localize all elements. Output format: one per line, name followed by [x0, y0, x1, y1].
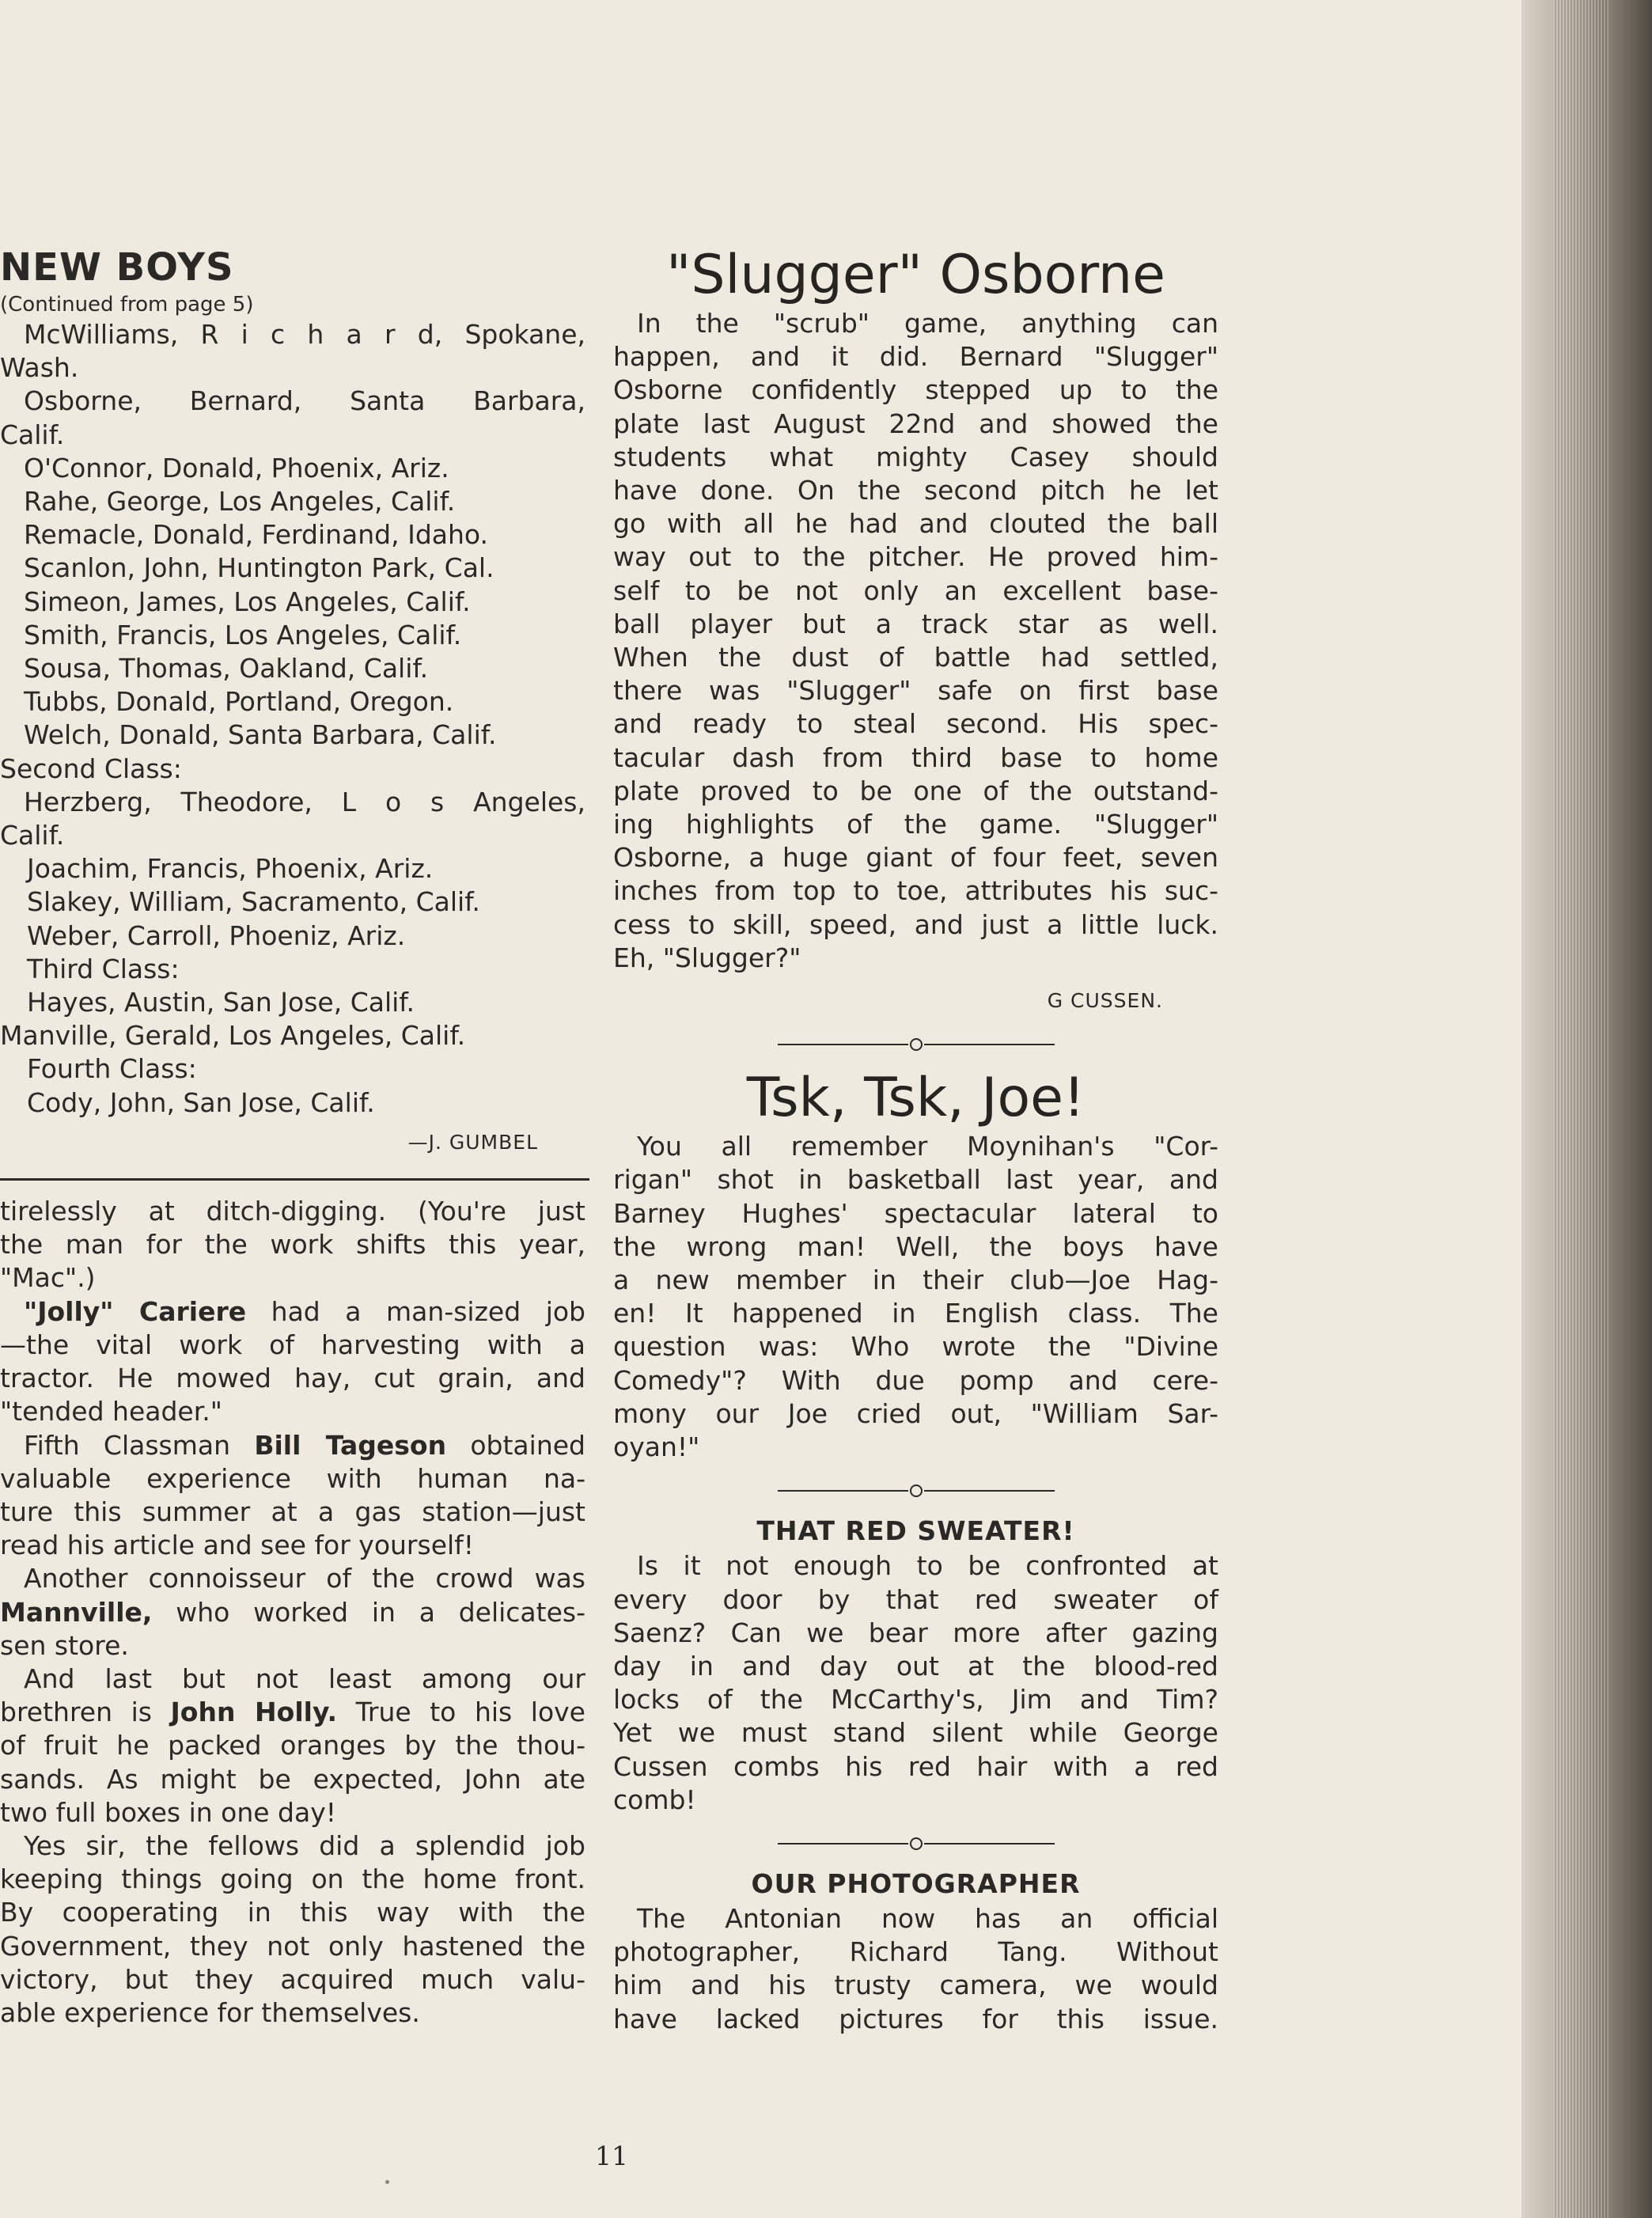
right-column [613, 244, 1218, 2036]
text-line: Mannville, who worked in a delicates- [0, 1596, 585, 1628]
roster-entry: Simeon, James, Los Angeles, Calif. [24, 586, 471, 617]
slugger-title: "Slugger" Osborne [666, 244, 1165, 306]
text-line: oyan!" [613, 1431, 700, 1463]
roster-entry: Rahe, George, Los Angeles, Calif. [24, 486, 456, 518]
section-divider [613, 1828, 1218, 1860]
section-divider [613, 1475, 1218, 1507]
text-line: Comedy"? With due pomp and cere- [613, 1364, 1218, 1396]
class-label: Fourth Class: [27, 1053, 197, 1085]
roster-entry: Welch, Donald, Santa Barbara, Calif. [24, 719, 497, 751]
page-number: 11 [595, 2140, 628, 2171]
roster-entry: McWilliams, R i c h a r d, Spokane, [24, 319, 585, 350]
text-line: a new member in their club—Joe Hag- [613, 1264, 1218, 1296]
text-line: of fruit he packed oranges by the thou- [0, 1730, 585, 1761]
text-line: inches from top to toe, attributes his suc- [613, 875, 1218, 907]
roster-entry: Smith, Francis, Los Angeles, Calif. [24, 619, 462, 650]
roster-entry: Weber, Carroll, Phoeniz, Ariz. [27, 919, 406, 951]
text-line: Eh, "Slugger?" [613, 942, 801, 973]
roster-entry: Sousa, Thomas, Oakland, Calif. [24, 653, 429, 684]
text-line: When the dust of battle had settled, [613, 642, 1218, 673]
roster-entry: Remacle, Donald, Ferdinand, Idaho. [24, 519, 489, 551]
text-line: question was: Who wrote the "Divine [613, 1331, 1218, 1363]
text-line: way out to the pitcher. He proved him- [613, 541, 1218, 573]
text-line: have lacked pictures for this issue. [613, 2003, 1218, 2034]
text-line: And last but not least among our [24, 1663, 585, 1694]
column-rule [0, 1178, 589, 1181]
text-line: him and his trusty camera, we would [613, 1970, 1218, 2001]
print-speck [385, 2180, 389, 2184]
text-line: en! It happened in English class. The [613, 1298, 1218, 1329]
text-line: have done. On the second pitch he let [613, 475, 1218, 506]
text-line: locks of the McCarthy's, Jim and Tim? [613, 1684, 1218, 1716]
text-line: happen, and it did. Bernard "Slugger" [613, 341, 1218, 373]
text-line: By cooperating in this way with the [0, 1897, 585, 1928]
text-line: ture this summer at a gas station—just [0, 1496, 585, 1527]
text-line: —the vital work of harvesting with a [0, 1329, 585, 1360]
text-line: the man for the work shifts this year, [0, 1229, 585, 1261]
roster-entry-wrap: Wash. [0, 352, 79, 384]
roster-entry: Hayes, Austin, San Jose, Calif. [27, 987, 415, 1018]
cussen-signature: G CUSSEN. [1047, 989, 1163, 1013]
left-column [0, 244, 585, 2030]
roster-entry: O'Connor, Donald, Phoenix, Ariz. [24, 452, 449, 483]
text-line: read his article and see for yourself! [0, 1530, 475, 1561]
text-line: Fifth Classman Bill Tageson obtained [24, 1429, 585, 1461]
text-line: sands. As might be expected, John ate [0, 1763, 585, 1795]
text-line: In the "scrub" game, anything can [637, 308, 1218, 339]
text-line: ball player but a track star as well. [613, 608, 1218, 639]
text-line: valuable experience with human na- [0, 1462, 585, 1494]
text-line: Saenz? Can we bear more after gazing [613, 1617, 1218, 1648]
text-line: plate proved to be one of the outstand- [613, 775, 1218, 806]
text-line: tirelessly at ditch-digging. (You're just [0, 1196, 585, 1227]
text-line: and ready to steal second. His spec- [613, 708, 1218, 740]
text-line: the wrong man! Well, the boys have [613, 1230, 1218, 1262]
text-line: Another connoisseur of the crowd was [24, 1563, 585, 1594]
roster-entry: Tubbs, Donald, Portland, Oregon. [24, 686, 454, 718]
class-label: Third Class: [27, 953, 180, 984]
roster-entry: Osborne, Bernard, Santa Barbara, [24, 385, 585, 417]
text-line: Cussen combs his red hair with a red [613, 1750, 1218, 1782]
class-label: Second Class: [0, 753, 182, 784]
roster-entry: Scanlon, John, Huntington Park, Cal. [24, 552, 494, 584]
text-line: The Antonian now has an official [637, 1902, 1218, 1934]
text-line: tractor. He mowed hay, cut grain, and [0, 1363, 585, 1394]
sweater-heading: THAT RED SWEATER! [756, 1515, 1075, 1547]
text-line: brethren is John Holly. True to his love [0, 1697, 585, 1728]
text-line: "Mac".) [0, 1262, 96, 1294]
text-line: photographer, Richard Tang. Without [613, 1936, 1218, 1968]
continued-note: (Continued from page 5) [0, 293, 254, 317]
text-line: Osborne, a huge giant of four feet, seven [613, 842, 1218, 874]
text-line: go with all he had and clouted the ball [613, 508, 1218, 540]
text-line: keeping things going on the home front. [0, 1863, 585, 1895]
text-line: Barney Hughes' spectacular lateral to [613, 1197, 1218, 1229]
text-line: students what mighty Casey should [613, 441, 1218, 472]
roster-entry: Herzberg, Theodore, L o s Angeles, [24, 786, 585, 817]
roster-entry-wrap: Calif. [0, 419, 65, 450]
photographer-heading: OUR PHOTOGRAPHER [751, 1867, 1081, 1899]
roster-entry: Cody, John, San Jose, Calif. [27, 1086, 375, 1118]
text-line: comb! [613, 1784, 696, 1815]
text-line: Is it not enough to be confronted at [637, 1550, 1218, 1582]
text-line: cess to skill, speed, and just a little luck. [613, 908, 1218, 940]
text-line: Government, they not only hastened the [0, 1930, 585, 1962]
text-line: mony our Joe cried out, "William Sar- [613, 1397, 1218, 1429]
text-line: self to be not only an excellent base- [613, 574, 1218, 606]
text-line: "Jolly" Cariere had a man-sized job [24, 1295, 585, 1327]
book-page-edge [1521, 0, 1652, 2218]
text-line: victory, but they acquired much valu- [0, 1963, 585, 1995]
text-line: able experience for themselves. [0, 1996, 420, 2028]
tsk-title: Tsk, Tsk, Joe! [746, 1067, 1086, 1130]
text-line: ing highlights of the game. "Slugger" [613, 809, 1218, 840]
text-line: sen store. [0, 1629, 129, 1661]
text-line: Yes sir, the fellows did a splendid job [24, 1829, 585, 1861]
text-line: plate last August 22nd and showed the [613, 408, 1218, 439]
text-line: every door by that red sweater of [613, 1583, 1218, 1615]
new-boys-heading: NEW BOYS [0, 245, 234, 290]
roster-entry: Joachim, Francis, Phoenix, Ariz. [27, 853, 434, 885]
text-line: tacular dash from third base to home [613, 741, 1218, 773]
gumbel-signature: —J. GUMBEL [407, 1130, 538, 1154]
text-line: You all remember Moynihan's "Cor- [637, 1131, 1218, 1162]
roster-entry: Slakey, William, Sacramento, Calif. [27, 886, 480, 918]
roster-entry: Manville, Gerald, Los Angeles, Calif. [0, 1020, 466, 1052]
text-line: there was "Slugger" safe on first base [613, 675, 1218, 707]
text-line: "tended header." [0, 1396, 222, 1427]
text-line: day in and day out at the blood-red [613, 1650, 1218, 1682]
section-divider [613, 1029, 1218, 1060]
text-line: Yet we must stand silent while George [613, 1717, 1218, 1749]
text-line: rigan" shot in basketball last year, and [613, 1164, 1218, 1196]
roster-entry-wrap: Calif. [0, 820, 65, 851]
text-line: Osborne confidently stepped up to the [613, 374, 1218, 406]
text-line: two full boxes in one day! [0, 1796, 336, 1828]
